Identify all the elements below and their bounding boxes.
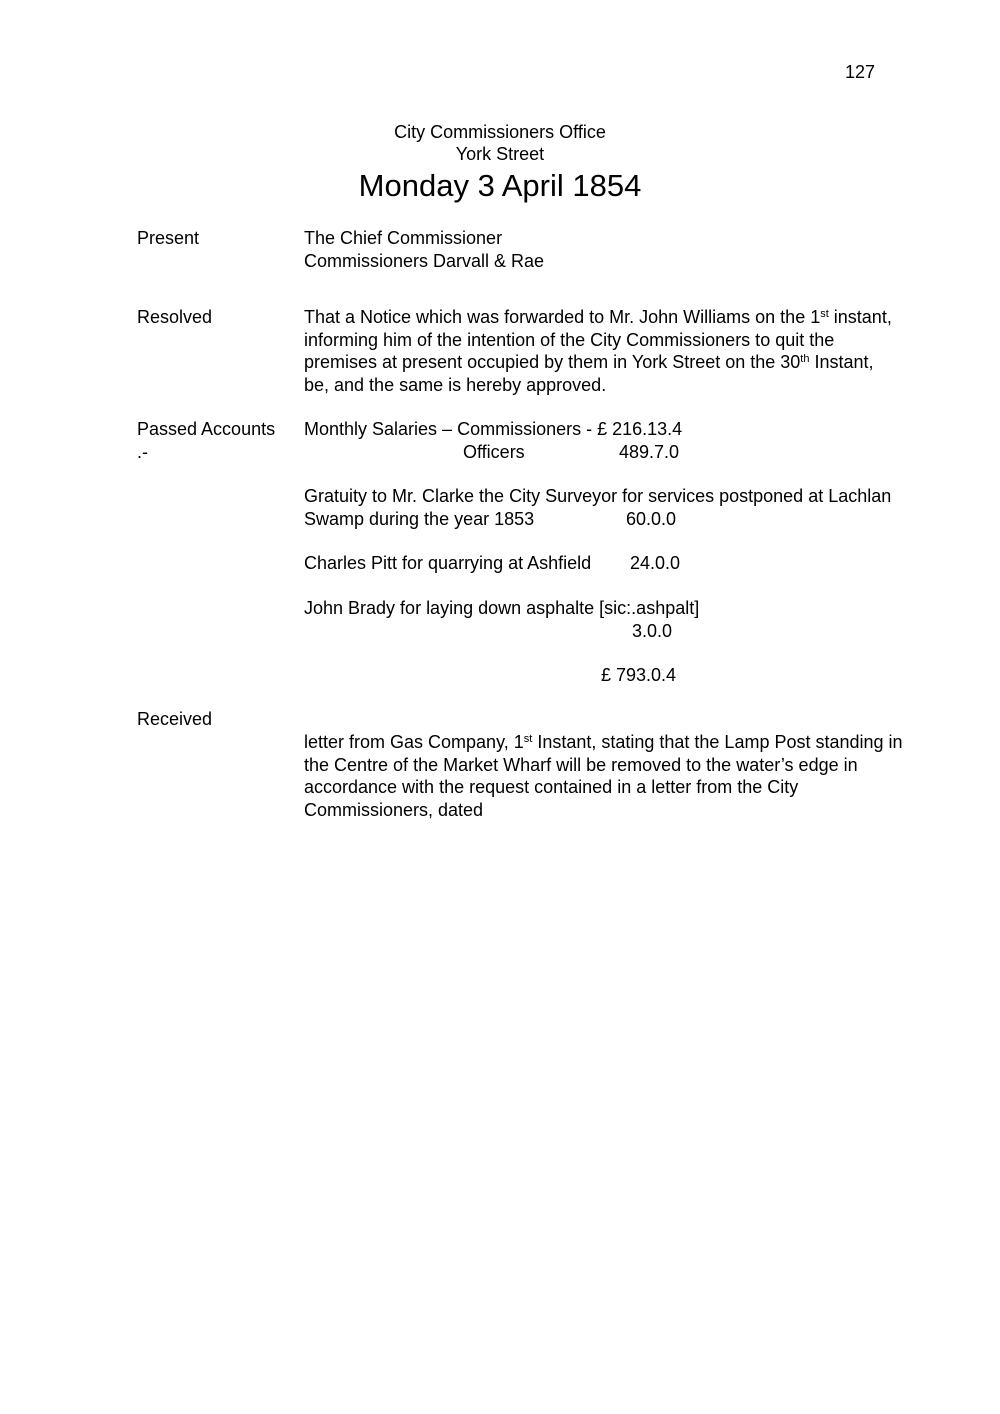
resolved-line-text: Instant, <box>809 352 874 372</box>
gratuity-line-text: Swamp during the year 1853 <box>304 508 535 529</box>
received-line-text: Instant, stating that the Lamp Post standing in <box>532 732 903 752</box>
gratuity-entry <box>304 485 929 530</box>
salaries-commissioners: Monthly Salaries – Commissioners - £ 216.13.4 <box>304 419 683 439</box>
resolved-line <box>304 351 929 374</box>
resolved-line: be, and the same is hereby approved. <box>304 374 607 395</box>
pitt-line <box>304 552 929 575</box>
pitt-text: Charles Pitt for quarrying at Ashfield <box>304 553 592 573</box>
brady-entry <box>304 597 929 642</box>
present-member: Commissioners Darvall & Rae <box>304 250 545 271</box>
officers-label: Officers <box>463 441 525 462</box>
gratuity-line <box>304 508 929 531</box>
ordinal-suffix: st <box>523 733 533 745</box>
brady-amount-line <box>304 620 929 643</box>
received-line-text: letter from Gas Company, 1 <box>304 732 524 752</box>
accounts-list <box>304 418 929 463</box>
received-line: Commissioners, dated <box>304 799 484 820</box>
office-name: City Commissioners Office <box>394 122 606 142</box>
accounts-label <box>137 418 275 463</box>
resolved-line: informing him of the intention of the City Commissioners to quit the <box>304 329 835 350</box>
received-line <box>304 731 929 754</box>
pitt-entry <box>304 552 929 575</box>
brady-line: John Brady for laying down asphalte [sic:.ashpalt] <box>304 598 700 618</box>
officers-amount: 489.7.0 <box>619 441 680 462</box>
present-member: The Chief Commissioner <box>304 228 503 248</box>
accounts-label-line: Passed Accounts <box>137 419 276 439</box>
accounts-label-line: .- <box>137 441 148 462</box>
pitt-amount: 24.0.0 <box>630 553 681 573</box>
received-line: the Centre of the Market Wharf will be removed to the water’s edge in <box>304 754 858 775</box>
brady-amount: 3.0.0 <box>632 620 673 641</box>
resolved-line-text: That a Notice which was forwarded to Mr. John Williams on the 1 <box>304 307 821 327</box>
salaries-officers <box>304 441 929 464</box>
resolved-line <box>304 306 929 329</box>
resolved-text <box>304 306 929 396</box>
meeting-date-title: Monday 3 April 1854 <box>358 168 642 203</box>
document-header <box>0 121 1000 204</box>
total-line <box>304 664 929 687</box>
present-list <box>304 227 929 272</box>
received-line: accordance with the request contained in a letter from the City <box>304 777 799 797</box>
present-label: Present <box>137 228 200 248</box>
street-name: York Street <box>455 144 545 164</box>
resolved-label: Resolved <box>137 307 213 327</box>
resolved-line-text: instant, <box>828 307 892 327</box>
gratuity-line: Gratuity to Mr. Clarke the City Surveyor for services postponed at Lachlan <box>304 486 892 506</box>
total-amount: £ 793.0.4 <box>601 665 677 685</box>
gratuity-amount: 60.0.0 <box>626 508 677 529</box>
ordinal-suffix: st <box>820 308 829 320</box>
received-label: Received <box>137 709 213 729</box>
resolved-line-text: premises at present occupied by them in York Street on the 30 <box>304 352 801 372</box>
accounts-total <box>304 664 929 687</box>
page-number: 127 <box>845 62 876 82</box>
ordinal-suffix: th <box>800 353 810 365</box>
received-text <box>304 731 929 821</box>
